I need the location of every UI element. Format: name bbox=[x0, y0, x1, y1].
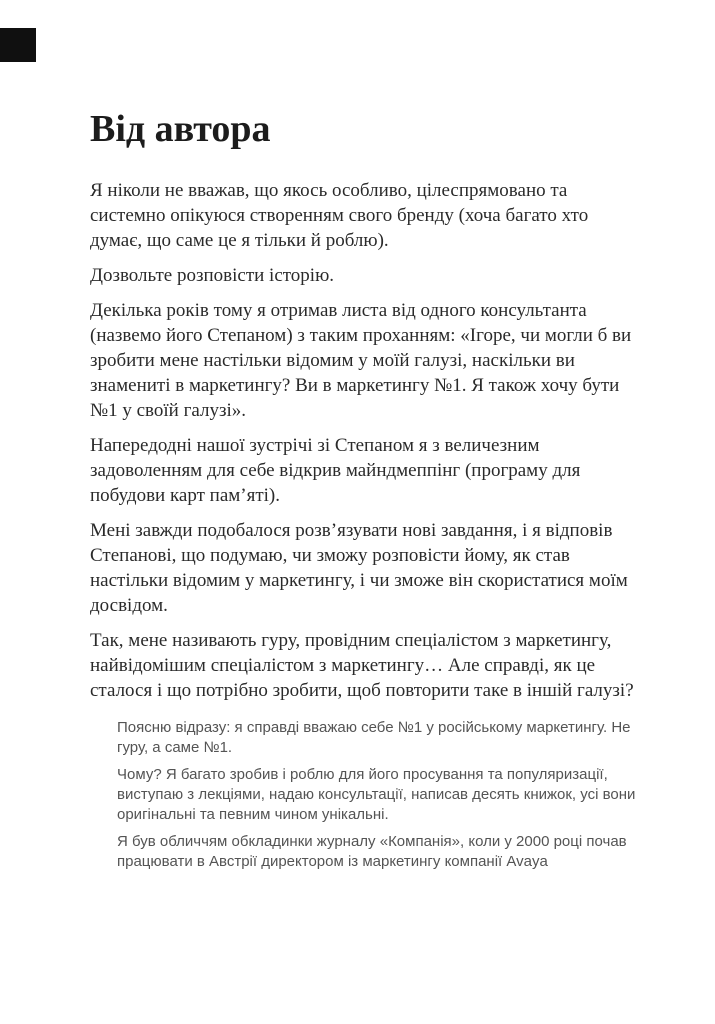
note-paragraph: Я був обличчям обкладинки журналу «Компанія», коли у 2000 році почав працювати в Австрії директором із маркетингу компанії Avaya bbox=[117, 833, 627, 870]
page-content bbox=[90, 0, 638, 879]
note-paragraph: Поясню відразу: я справді вважаю себе №1 у російському маркетингу. Не гуру, а саме №1. bbox=[117, 719, 631, 756]
body-paragraph: Декілька років тому я отримав листа від одного консультанта (назвемо його Степаном) з таким проханням: «Ігоре, чи могли б ви зробити мене настільки відомим у моїй галузі, наскільки ви знамениті в маркетингу? Ви в маркетингу №1. Я також хочу бути №1 у своїй галузі». bbox=[90, 300, 632, 421]
chapter-title: Від автора bbox=[90, 108, 271, 150]
body-paragraph: Я ніколи не вважав, що якось особливо, цілеспрямовано та системно опікуюся створенням свого бренду (хоча багато хто думає, що саме це я тільки й роблю). bbox=[90, 180, 589, 251]
body-paragraph: Мені завжди подобалося розв’язувати нові завдання, і я відповів Степанові, що подумаю, чи зможу розповісти йому, як став настільки відомим у маркетингу, і чи зможе він скористатися моїм досвідом. bbox=[90, 520, 628, 616]
body-paragraph: Дозвольте розповісти історію. bbox=[90, 265, 335, 286]
body-paragraph: Так, мене називають гуру, провідним спеціалістом з маркетингу, найвідомішим спеціалістом з маркетингу… Але справді, як це сталося і що потрібно зробити, щоб повторити таке в іншій галузі? bbox=[90, 630, 634, 701]
author-note-block bbox=[117, 718, 638, 872]
body-paragraph: Напередодні нашої зустрічі зі Степаном я з величезним задоволенням для себе відкрив майндмеппінг (програму для побудови карт пам’яті). bbox=[90, 435, 581, 506]
page-edge-tab bbox=[0, 28, 36, 62]
note-paragraph: Чому? Я багато зробив і роблю для його просування та популяризації, виступаю з лекціями, надаю консультації, написав десять книжок, усі вони оригінальні та певним чином унікальні. bbox=[117, 766, 636, 823]
